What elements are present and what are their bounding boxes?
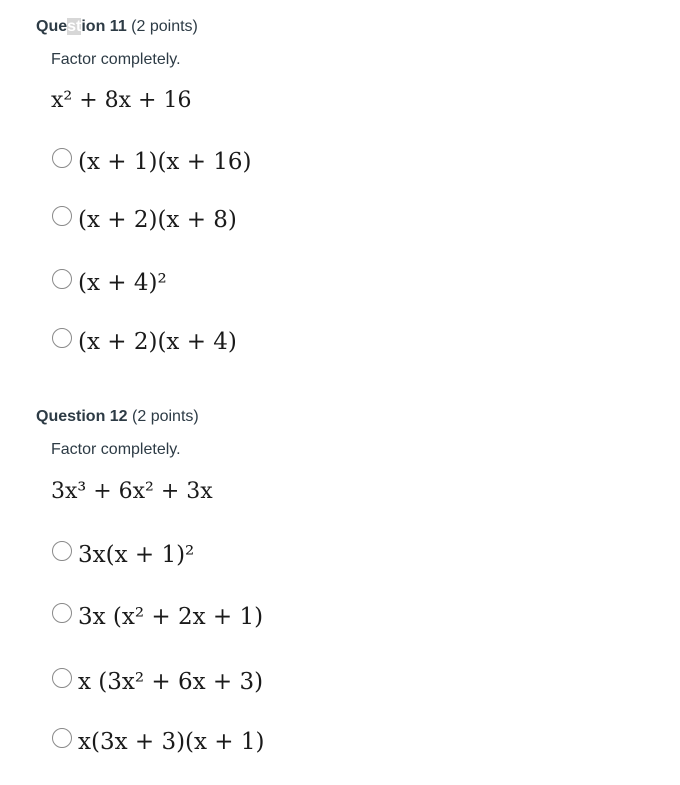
question-expression: x² + 8x + 16 bbox=[51, 88, 192, 113]
answer-label[interactable]: x(3x + 3)(x + 1) bbox=[78, 729, 265, 755]
radio-button[interactable] bbox=[52, 728, 72, 748]
answer-option[interactable] bbox=[52, 268, 167, 298]
question-title: Question 12 bbox=[36, 408, 128, 425]
answer-option[interactable] bbox=[52, 667, 263, 697]
answer-label[interactable]: 3x (x² + 2x + 1) bbox=[78, 604, 264, 630]
question-header bbox=[36, 407, 656, 427]
question-points: (2 points) bbox=[131, 18, 198, 35]
answer-label[interactable]: (x + 2)(x + 4) bbox=[78, 329, 237, 355]
radio-button[interactable] bbox=[52, 148, 72, 168]
answer-option[interactable] bbox=[52, 727, 265, 757]
selected-text-highlight: st bbox=[67, 18, 82, 35]
answer-option[interactable] bbox=[52, 205, 237, 235]
answer-label[interactable]: x (3x² + 6x + 3) bbox=[78, 669, 264, 695]
answer-label[interactable]: (x + 4)² bbox=[78, 270, 167, 296]
answer-option[interactable] bbox=[52, 147, 252, 177]
radio-button[interactable] bbox=[52, 328, 72, 348]
answer-option[interactable] bbox=[52, 540, 194, 570]
question-expression: 3x³ + 6x² + 3x bbox=[51, 479, 213, 504]
answer-option[interactable] bbox=[52, 327, 237, 357]
question-prompt: Factor completely. bbox=[51, 51, 181, 68]
question-12 bbox=[36, 407, 656, 755]
radio-button[interactable] bbox=[52, 603, 72, 623]
question-11 bbox=[36, 17, 656, 355]
radio-button[interactable] bbox=[52, 668, 72, 688]
radio-button[interactable] bbox=[52, 269, 72, 289]
radio-button[interactable] bbox=[52, 206, 72, 226]
answer-label[interactable]: (x + 2)(x + 8) bbox=[78, 207, 237, 233]
question-points: (2 points) bbox=[132, 408, 199, 425]
answer-label[interactable]: 3x(x + 1)² bbox=[78, 542, 195, 568]
question-header bbox=[36, 17, 656, 37]
question-title: Question 11 bbox=[36, 18, 127, 35]
answer-option[interactable] bbox=[52, 602, 263, 632]
answer-label[interactable]: (x + 1)(x + 16) bbox=[78, 149, 252, 175]
question-prompt: Factor completely. bbox=[51, 441, 181, 458]
radio-button[interactable] bbox=[52, 541, 72, 561]
